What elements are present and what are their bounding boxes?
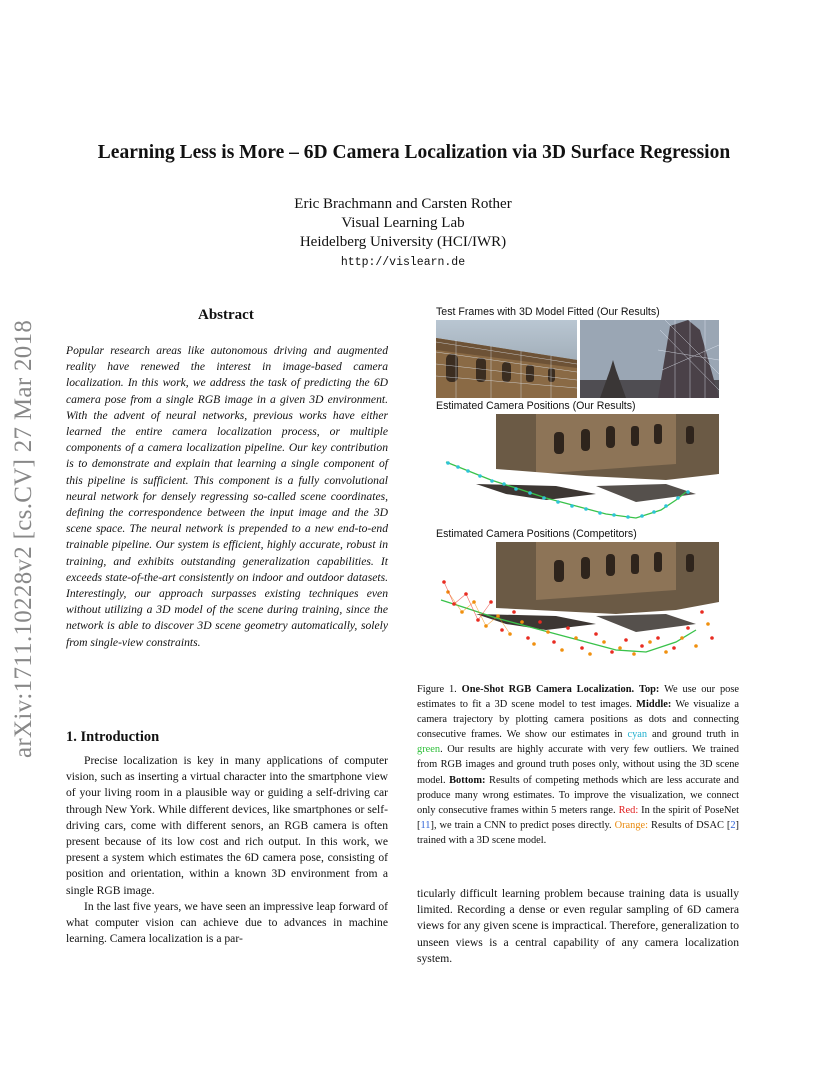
caption-title: One-Shot RGB Camera Localization. bbox=[461, 684, 635, 695]
caption-red-label: Red: bbox=[618, 804, 639, 816]
test-frame-photo-1 bbox=[436, 320, 577, 398]
caption-bottom-label: Bottom: bbox=[449, 774, 486, 786]
introduction-text bbox=[66, 753, 388, 947]
citation-link-2[interactable]: 2 bbox=[730, 819, 736, 831]
camera-trajectory-ours bbox=[436, 414, 719, 526]
test-frame-photo-2 bbox=[580, 320, 719, 398]
author-url[interactable]: http://vislearn.de bbox=[340, 256, 466, 269]
section-heading-introduction: 1. Introduction bbox=[66, 729, 160, 745]
caption-text-8: Results of DSAC [ bbox=[648, 819, 731, 831]
caption-cyan-word: cyan bbox=[627, 729, 648, 741]
affiliation-university: Heidelberg University (HCI/IWR) bbox=[299, 234, 507, 250]
affiliation-lab: Visual Learning Lab bbox=[341, 215, 465, 231]
caption-text-7: ], we train a CNN to predict poses directly. bbox=[430, 819, 615, 831]
caption-text-6: In the spirit of PoseNet [ bbox=[417, 804, 739, 831]
caption-top-label: Top: bbox=[638, 684, 660, 695]
paper-title: Learning Less is More – 6D Camera Localization via 3D Surface Regression bbox=[97, 142, 731, 163]
figure-label-middle: Estimated Camera Positions (Our Results) bbox=[436, 400, 636, 412]
caption-text-5: Results of competing methods which are less accurate and produce many wrong estimates. To improve the visualization, we connect only consecutive frames within 5 meters range. bbox=[417, 774, 739, 816]
authors: Eric Brachmann and Carsten Rother bbox=[294, 196, 512, 212]
intro-paragraph-1: Precise localization is key in many applications of computer vision, such as inserting a virtual character into the smartphone view of your living room in a plausible way or guiding a self-driving car through New York. While different devices, like smartphones or self-driving cars, come with different senors, an RGB camera is often present because of its low cost and rich output. In this work, we present a system which estimates the 6D camera pose, consisting of position and orientation, within a known 3D environment from a single RGB image. bbox=[66, 754, 388, 897]
caption-text-3: and ground truth in bbox=[647, 729, 739, 741]
caption-middle-label: Middle: bbox=[636, 699, 672, 711]
caption-figure-number: Figure 1. bbox=[417, 684, 462, 695]
caption-text-4: . Our results are highly accurate with very few outliers. We trained from RGB images and ground truth poses only, without using the 3D scene model. bbox=[417, 744, 739, 786]
caption-orange-label: Orange: bbox=[614, 819, 649, 831]
figure-label-top: Test Frames with 3D Model Fitted (Our Results) bbox=[436, 306, 660, 318]
camera-trajectory-competitors bbox=[436, 542, 719, 659]
intro-paragraph-2: In the last five years, we have seen an impressive leap forward of what computer vision can achieve due to advances in machine learning. Camera localization is a par- bbox=[66, 899, 388, 946]
figure-label-bottom: Estimated Camera Positions (Competitors) bbox=[436, 528, 637, 540]
figure-caption bbox=[417, 682, 739, 848]
arxiv-watermark: arXiv:1711.10228v2 [cs.CV] 27 Mar 2018 bbox=[10, 319, 37, 758]
right-column-text bbox=[417, 886, 739, 967]
citation-link-11[interactable]: 11 bbox=[420, 819, 431, 831]
caption-text-9: ] trained with a 3D scene model. bbox=[417, 819, 739, 846]
right-paragraph: ticularly difficult learning problem because training data is usually limited. Recording a dense or even regular sampling of 6D camera views for any given scene is impractical. Therefore, generalization to unseen views is a central capability of any camera localization system. bbox=[417, 887, 739, 965]
caption-green-word: green bbox=[417, 744, 441, 756]
abstract-heading: Abstract bbox=[198, 307, 254, 323]
abstract-text: Popular research areas like autonomous driving and augmented reality have renewed the interest in image-based camera localization. In this work, we address the task of predicting the 6D camera pose from a single RGB image in a given 3D environment. With the advent of neural networks, previous works have either learned the entire camera localization process, or multiple components of a camera localization pipeline. Our key contribution is to demonstrate and explain that learning a single component of this pipeline is sufficient. This component is a fully convolutional neural network for densely regressing so-called scene coordinates, defining the correspondence between the input image and the 3D scene space. The neural network is prepended to a new end-to-end trainable pipeline. Our system is efficient, highly accurate, robust in training, and exhibits outstanding generalization capabilities. It exceeds state-of-the-art consistently on indoor and outdoor datasets. Interestingly, our approach surpasses existing techniques even without utilizing a 3D model of the scene during training, since the network is able to discover 3D scene geometry automatically, solely from single-view constraints. bbox=[66, 344, 388, 649]
caption-text-1: We use our pose estimates to fit a 3D scene model to test images. bbox=[417, 684, 739, 711]
caption-text-2: We visualize a camera trajectory by plotting camera positions as dots and connecting consecutive frames. We show our estimates in bbox=[417, 699, 739, 741]
